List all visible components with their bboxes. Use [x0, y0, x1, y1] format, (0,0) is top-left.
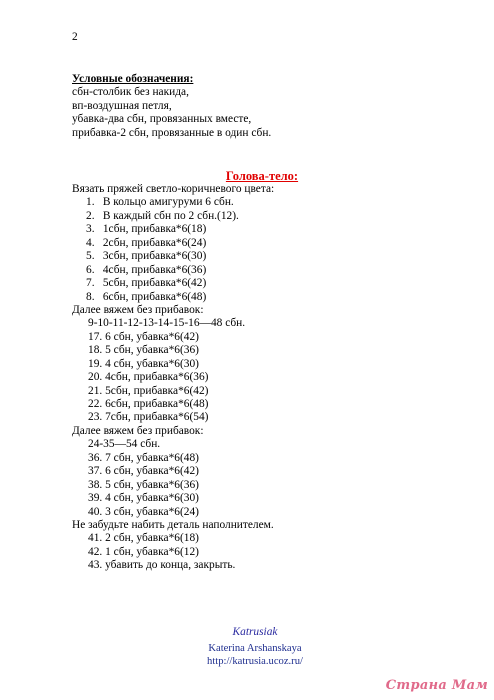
pattern-row: 38. 5 сбн, убавка*6(36) [88, 478, 199, 491]
legend-item: убавка-два сбн, провязанных вместе, [72, 113, 252, 126]
row-number: 1. [86, 196, 95, 209]
row-number: 4. [86, 236, 95, 249]
row-number: 8. [86, 290, 95, 303]
pattern-row: 21. 5сбн, прибавка*6(42) [88, 384, 209, 397]
pattern-range: 9-10-11-12-13-14-15-16—48 сбн. [88, 317, 246, 330]
row-text: В кольцо амигуруми 6 сбн. [102, 196, 234, 209]
pattern-row: 42. 1 сбн, убавка*6(12) [88, 545, 199, 558]
pattern-row: 37. 6 сбн, убавка*6(42) [88, 465, 199, 478]
pattern-row: 18. 5 сбн, убавка*6(36) [88, 344, 199, 357]
pattern-block [72, 183, 274, 573]
pattern-note: Не забудьте набить деталь наполнителем. [72, 518, 274, 531]
pattern-row [72, 264, 274, 277]
signature-block [0, 626, 494, 668]
author-name: Katerina Arshanskaya [208, 643, 302, 655]
pattern-row [72, 223, 274, 236]
pattern-row [72, 237, 274, 250]
watermark-logo: Страна Мам [385, 677, 488, 693]
legend-block [72, 73, 271, 140]
pattern-row [72, 277, 274, 290]
pattern-row: 17. 6 сбн, убавка*6(42) [88, 330, 199, 343]
row-number: 3. [86, 223, 95, 236]
legend-heading: Условные обозначения: [72, 73, 194, 85]
author-url[interactable]: http://katrusia.ucoz.ru/ [207, 655, 303, 667]
author-nick: Katrusiak [232, 626, 278, 638]
pattern-row: 20. 4сбн, прибавка*6(36) [88, 371, 209, 384]
pattern-row: 41. 2 сбн, убавка*6(18) [88, 532, 199, 545]
pattern-row: 43. убавить до конца, закрыть. [88, 559, 236, 572]
legend-item: вп-воздушная петля, [72, 99, 172, 112]
pattern-range: 24-35—54 сбн. [88, 438, 161, 451]
row-text: 2сбн, прибавка*6(24) [102, 236, 207, 249]
row-text: 1сбн, прибавка*6(18) [102, 223, 207, 236]
pattern-row [72, 291, 274, 304]
page-number: 2 [72, 31, 78, 43]
pattern-row: 22. 6сбн, прибавка*6(48) [88, 398, 209, 410]
legend-item: прибавка-2 сбн, провязанные в один сбн. [72, 126, 272, 139]
pattern-row: 23. 7сбн, прибавка*6(54) [88, 411, 209, 424]
pattern-row: 40. 3 сбн, убавка*6(24) [88, 505, 199, 518]
row-text: 3сбн, прибавка*6(30) [102, 250, 207, 263]
pattern-row: 36. 7 сбн, убавка*6(48) [88, 451, 199, 464]
row-text: 6сбн, прибавка*6(48) [102, 290, 207, 303]
section-title: Голова-тело: [225, 169, 299, 183]
pattern-row [72, 210, 274, 223]
row-number: 7. [86, 277, 95, 290]
legend-item: сбн-столбик без накида, [72, 86, 189, 99]
row-number: 2. [86, 209, 95, 222]
row-text: В каждый сбн по 2 сбн.(12). [102, 209, 239, 222]
pattern-note: Далее вяжем без прибавок: [72, 303, 204, 316]
pattern-intro: Вязать пряжей светло-коричневого цвета: [72, 183, 275, 195]
pattern-row: 39. 4 сбн, убавка*6(30) [88, 492, 199, 505]
pattern-row [72, 196, 274, 209]
row-number: 6. [86, 263, 95, 276]
pattern-row [72, 250, 274, 263]
pattern-note: Далее вяжем без прибавок: [72, 424, 204, 437]
row-text: 5сбн, прибавка*6(42) [102, 277, 207, 290]
pattern-row: 19. 4 сбн, убавка*6(30) [88, 357, 199, 370]
row-number: 5. [86, 250, 95, 263]
row-text: 4сбн, прибавка*6(36) [102, 263, 207, 276]
